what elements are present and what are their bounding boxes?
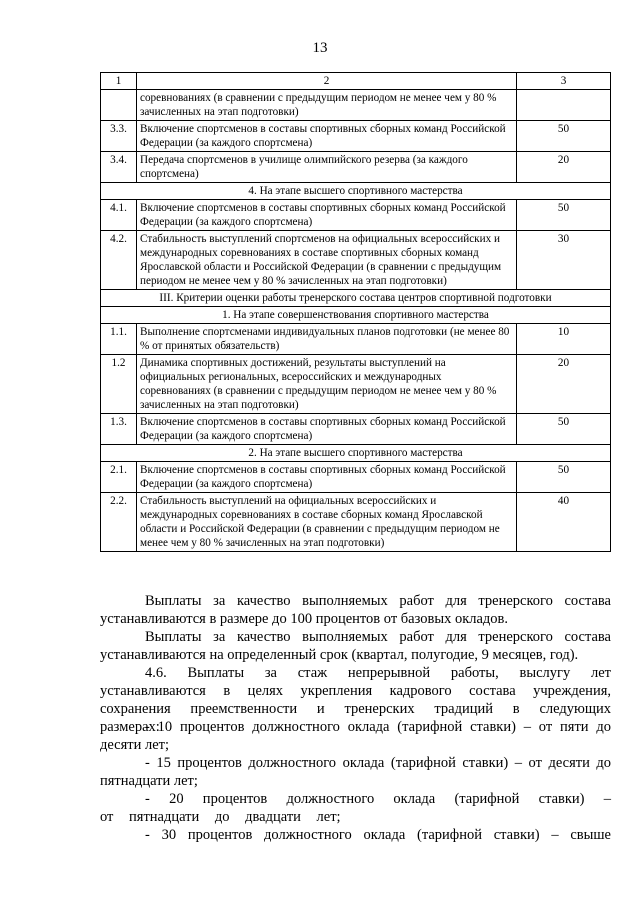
row-number: 3.3. [101,121,137,152]
row-criterion: Включение спортсменов в составы спортивных сборных команд Российской Федерации (за каждого спортсмена) [137,462,517,493]
row-value [517,90,611,121]
row-criterion: Включение спортсменов в составы спортивных сборных команд Российской Федерации (за каждого спортсмена) [137,200,517,231]
table-row [101,414,611,445]
table-row [101,121,611,152]
table-row [101,231,611,290]
row-criterion: Стабильность выступлений спортсменов на официальных всероссийских и международных соревнованиях в составе спортивных сборных команд Ярославской области и Российской Федерации (в сравнении с предыдущим периодом не менее чем у 80 % зачисленных на этап подготовки) [137,231,517,290]
row-criterion: Динамика спортивных достижений, результаты выступлений на официальных региональных, всероссийских и международных соревнованиях (в сравнении с предыдущим периодом не менее чем у 80 % зачисленных на этап подготовки) [137,355,517,414]
row-number: 1.2 [101,355,137,414]
section-heading: III. Критерии оценки работы тренерского состава центров спортивной подготовки [101,290,611,307]
bullet-4 [100,826,611,844]
row-number: 1.3. [101,414,137,445]
table-section-row [101,445,611,462]
table-section-row [101,307,611,324]
bullet-2 [100,754,611,790]
paragraph-3-text: 4.6. Выплаты за стаж непрерывной работы, выслугу лет устанавливаются в целях укрепления кадрового состава учреждения, сохранения преемственности и тренерских традиций в следующих размерах: [100,665,611,735]
table-row [101,462,611,493]
row-criterion: Передача спортсменов в училище олимпийского резерва (за каждого спортсмена) [137,152,517,183]
row-number: 4.1. [101,200,137,231]
header-cell-text: 2 [137,73,517,90]
header-cell-value: 3 [517,73,611,90]
table-row [101,324,611,355]
row-criterion: Стабильность выступлений на официальных всероссийских и международных соревнованиях в составе сборных команд Ярославской области и Российской Федерации (в сравнении с предыдущим периодом не менее чем у 80 % зачисленных на этап подготовки) [137,493,517,552]
table-row [101,90,611,121]
bullet-1 [100,718,611,754]
header-cell-num: 1 [101,73,137,90]
section-heading: 2. На этапе высшего спортивного мастерства [101,445,611,462]
row-value: 40 [517,493,611,552]
row-criterion: Включение спортсменов в составы спортивных сборных команд Российской Федерации (за каждого спортсмена) [137,121,517,152]
section-heading: 4. На этапе высшего спортивного мастерства [101,183,611,200]
row-criterion: Включение спортсменов в составы спортивных сборных команд Российской Федерации (за каждого спортсмена) [137,414,517,445]
bullet-4-text: - 30 процентов должностного оклада (тарифной ставки) – свыше [145,827,611,843]
table-row [101,493,611,552]
row-number: 4.2. [101,231,137,290]
table-header-row [101,73,611,90]
table-section-row [101,183,611,200]
row-number [101,90,137,121]
row-number: 3.4. [101,152,137,183]
paragraph-2-text: Выплаты за качество выполняемых работ для тренерского состава устанавливаются на определенный срок (квартал, полугодие, 9 месяцев, год). [100,629,611,663]
table-row [101,152,611,183]
bullet-3-text: - 20 процентов должностного оклада (тарифной ставки) – от пятнадцати до двадцати лет; [100,791,611,825]
criteria-table [100,72,611,552]
row-value: 20 [517,152,611,183]
row-number: 2.1. [101,462,137,493]
paragraph-1-text: Выплаты за качество выполняемых работ для тренерского состава устанавливаются в размере до 100 процентов от базовых окладов. [100,593,611,627]
bullet-1-text: - 10 процентов должностного оклада (тарифной ставки) – от пяти до десяти лет; [100,719,611,753]
table-row [101,355,611,414]
row-value: 50 [517,414,611,445]
row-value: 50 [517,121,611,152]
row-value: 30 [517,231,611,290]
row-number: 1.1. [101,324,137,355]
page-number: 13 [312,40,328,56]
paragraph-2 [100,628,611,664]
row-criterion: Выполнение спортсменами индивидуальных планов подготовки (не менее 80 % от принятых обязательств) [137,324,517,355]
row-number: 2.2. [101,493,137,552]
table-row [101,200,611,231]
row-criterion: соревнованиях (в сравнении с предыдущим периодом не менее чем у 80 % зачисленных на этап подготовки) [137,90,517,121]
table-section-row [101,290,611,307]
row-value: 50 [517,200,611,231]
section-heading: 1. На этапе совершенствования спортивного мастерства [101,307,611,324]
bullet-2-text: - 15 процентов должностного оклада (тарифной ставки) – от десяти до пятнадцати лет; [100,755,611,789]
row-value: 50 [517,462,611,493]
row-value: 20 [517,355,611,414]
row-value: 10 [517,324,611,355]
bullet-3 [100,790,611,826]
paragraph-1 [100,592,611,628]
